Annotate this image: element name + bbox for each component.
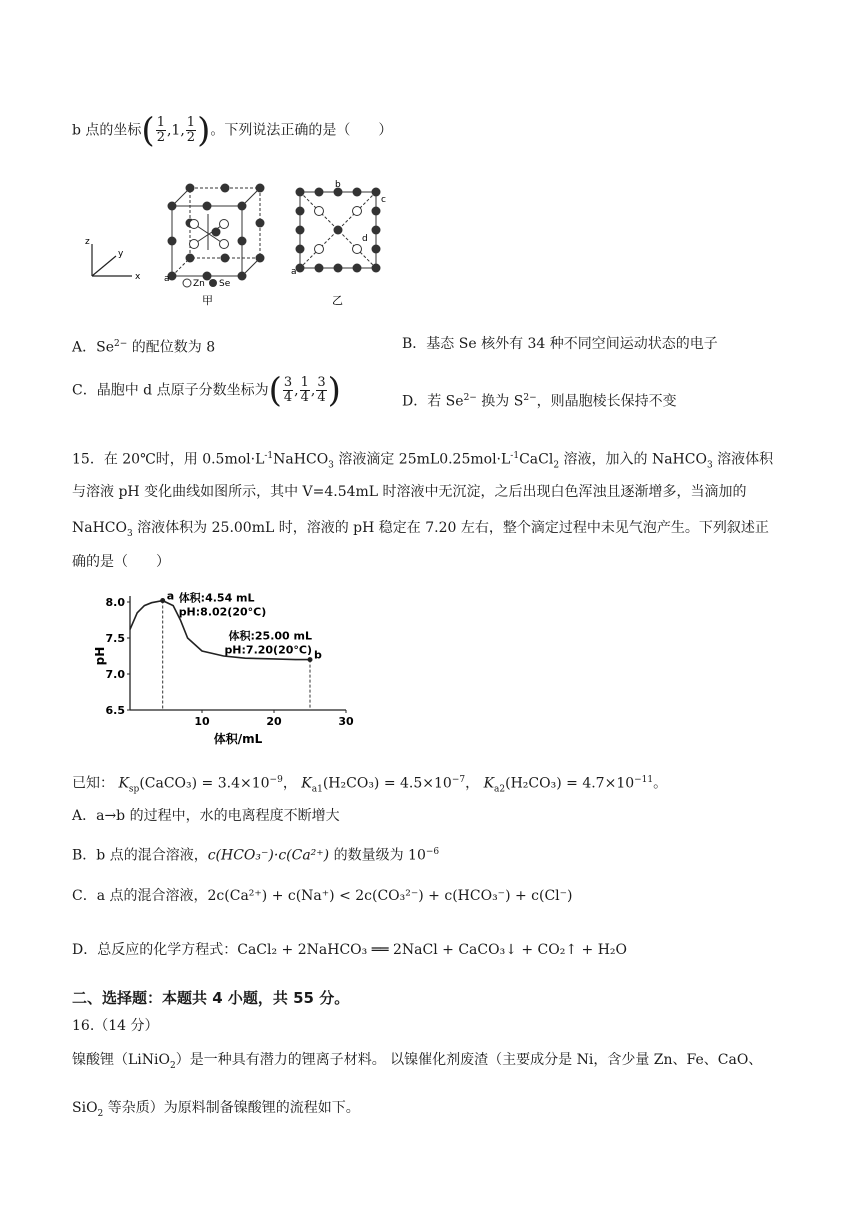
q15-line-1: 15．在 20℃时，用 $0.5mol\cdot L^{-1}NaHCO_3$ 溶液滴定 $25mL0.25mol\cdot L^{-1}CaCl_2$ 溶液，加入的 NaHCO$_3$ 溶液体积: [72, 451, 774, 471]
axis-y-label: y: [118, 249, 124, 259]
point-label-a: a: [166, 589, 175, 603]
q16-line-2: SiO$_2$ 等杂质）为原料制备镍酸锂的流程如下。: [72, 1100, 360, 1119]
q14-option-a: A．$Se^{2-}$ 的配位数为 8: [72, 339, 216, 356]
b-coord-y: 1: [171, 122, 181, 139]
q15-line-3: NaHCO$_3$ 溶液体积为 25.00mL 时，溶液的 pH 稳定在 7.20 左右，整个滴定过程中未见气泡产生。下列叙述正: [72, 520, 769, 539]
y-axis-label: pH: [93, 646, 107, 666]
q15-line-2: 与溶液 pH 变化曲线如图所示，其中 V=4.54mL 时溶液中无沉淀，之后出现白色浑浊且逐渐增多，当滴加的: [72, 484, 747, 500]
label-b: b: [335, 180, 341, 190]
q14-intro-text-2: 。下列说法正确的是（ ）: [210, 122, 393, 139]
y-tick-label: 7.5: [105, 632, 125, 645]
annotation-b-ph: pH:7.20(20°C): [224, 643, 312, 657]
x-axis-label: 体积/mL: [213, 732, 263, 746]
section-heading: 二、选择题：本题共 4 小题，共 55 分。: [72, 989, 350, 1007]
q15-option-b: B．b 点的混合溶液，c(HCO₃⁻)·c(Ca²⁺) 的数量级为 $10^{-6}$: [72, 847, 440, 864]
q15-option-a: A．a→b 的过程中，水的电离程度不断增大: [72, 808, 340, 824]
zn-legend-icon: [183, 279, 191, 287]
point-label-b: b: [314, 648, 322, 662]
q16-number: 16.（14 分）: [72, 1018, 159, 1034]
crystal-figure-yi: [288, 178, 398, 313]
point-a: [160, 598, 165, 603]
q14-option-b: B．基态 Se 核外有 34 种不同空间运动状态的电子: [402, 336, 718, 352]
q14-intro-text: b 点的坐标: [72, 122, 142, 139]
crystal-figure-jia: [76, 178, 276, 313]
x-tick-label: 30: [338, 715, 354, 728]
q15-line-4: 确的是（ ）: [72, 554, 170, 570]
label-d: d: [362, 234, 368, 244]
axis-z-label: z: [85, 237, 90, 247]
annotation-b-volume: 体积:25.00 mL: [228, 629, 312, 643]
axis-triad: [92, 244, 132, 276]
x-tick-label: 10: [194, 715, 210, 728]
b-coord-x: $\frac{1}{2}$: [156, 115, 165, 145]
annotation-a-ph: pH:8.02(20°C): [178, 605, 267, 619]
annotation-a-volume: 体积:4.54 mL: [178, 591, 255, 605]
y-tick-label: 6.5: [105, 704, 125, 717]
legend-se-label: Se: [219, 279, 231, 289]
y-tick-label: 7.0: [105, 668, 125, 681]
se-legend-icon: [209, 279, 217, 287]
q15-option-d: D．总反应的化学方程式：CaCl₂ + 2NaHCO₃ ══ 2NaCl + CaCO₃↓ + CO₂↑ + H₂O: [72, 942, 628, 958]
x-tick-label: 20: [266, 715, 282, 728]
q14-option-c: C．晶胞中 d 点原子分数坐标为( $\frac{3}{4}$ , $\frac{1}{4}$ , $\frac{3}{4}$ ): [72, 370, 341, 411]
ph-titration-chart: [88, 588, 378, 750]
axis-x-label: x: [135, 272, 141, 282]
q14-option-d: D．若 $Se^{2-}$ 换为 $S^{2-}$，则晶胞棱长保持不变: [402, 393, 677, 410]
q14-intro: b 点的坐标( $\frac{1}{2}$ ,1, $\frac{1}{2}$ )。下列说法正确的是（ ）: [72, 110, 393, 151]
b-coord-z: $\frac{1}{2}$: [186, 115, 196, 145]
label-a: a: [291, 267, 297, 277]
q15-option-c: C．a 点的混合溶液，2c(Ca²⁺) + c(Na⁺) < 2c(CO₃²⁻) + c(HCO₃⁻) + c(Cl⁻): [72, 888, 573, 904]
figure-caption-jia: 甲: [202, 294, 213, 307]
corner-a-label: a: [164, 274, 170, 284]
point-b: [308, 657, 313, 662]
label-c: c: [381, 195, 386, 205]
q15-known-constants: 已知： $K_{sp}(CaCO_3) = 3.4\times 10^{-9}$， $K_{a1}(H_2CO_3) = 4.5\times 10^{-7}$， $K_{a2}(H_2CO_3) = 4.7\times 10^{-11}$。: [72, 775, 668, 795]
legend-zn-label: Zn: [193, 279, 205, 289]
y-tick-label: 8.0: [105, 596, 125, 609]
q16-line-1: 镍酸锂（LiNiO$_2$）是一种具有潜力的锂离子材料。 以镍催化剂废渣（主要成分是 Ni，含少量 Zn、Fe、CaO、: [72, 1052, 763, 1071]
figure-caption-yi: 乙: [332, 294, 343, 307]
